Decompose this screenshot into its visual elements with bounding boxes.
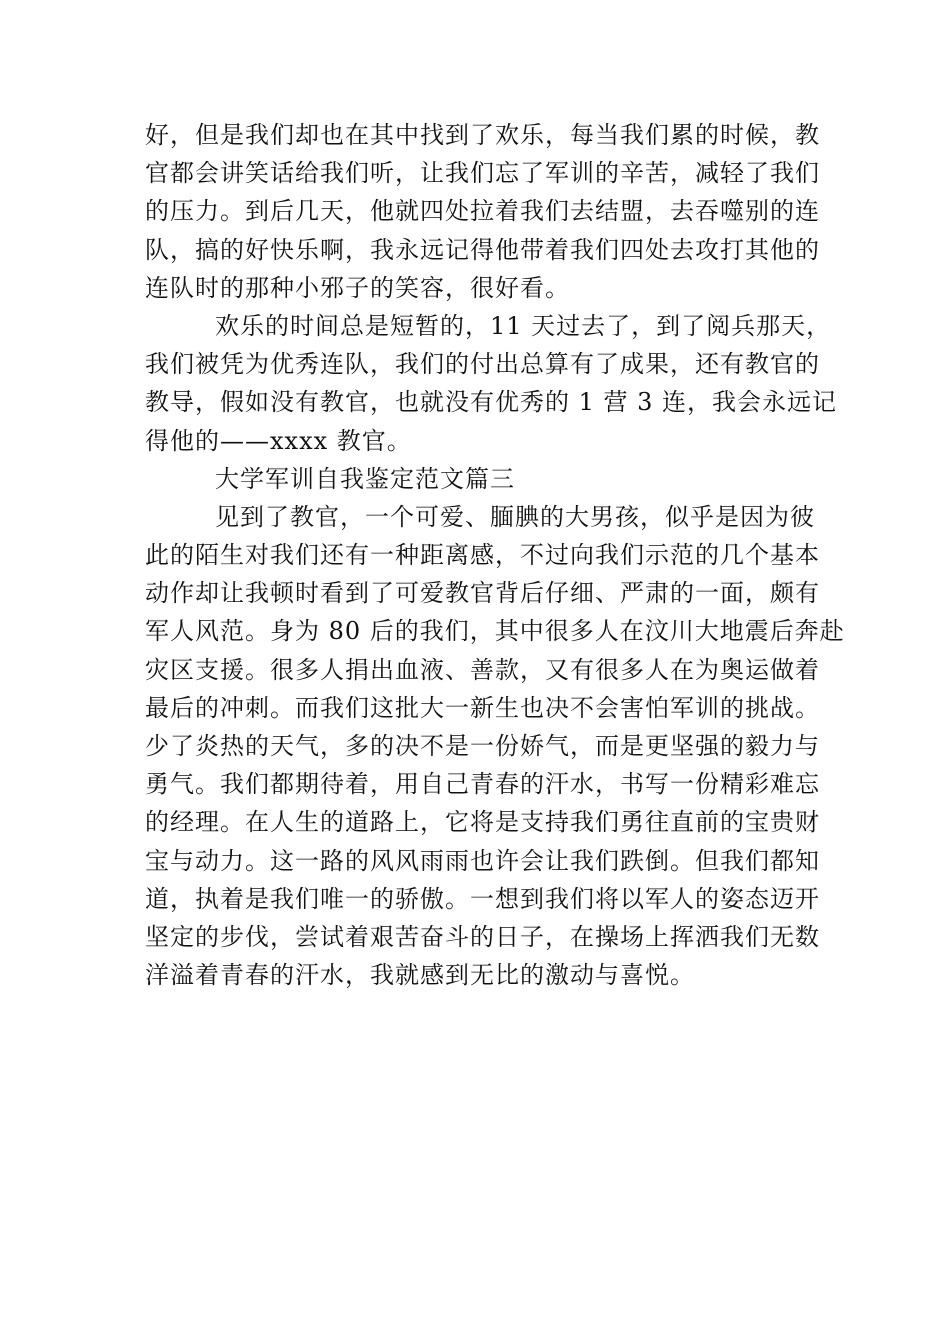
text-line: 最后的冲刺。而我们这批大一新生也决不会害怕军训的挑战。	[145, 693, 820, 722]
text-line: 连队时的那种小邪子的笑容，很好看。	[145, 273, 570, 302]
text-line: 坚定的步伐，尝试着艰苦奋斗的日子，在操场上挥洒我们无数	[145, 922, 820, 951]
text-line: 官都会讲笑话给我们听，让我们忘了军训的辛苦，减轻了我们	[145, 159, 820, 188]
text-line: 的压力。到后几天，他就四处拉着我们去结盟，去吞噬别的连	[145, 197, 820, 226]
text-line: 的经理。在人生的道路上，它将是支持我们勇往直前的宝贵财	[145, 808, 820, 837]
text-line: 灾区支援。很多人捐出血液、善款，又有很多人在为奥运做着	[145, 655, 820, 684]
text-line: 队，搞的好快乐啊，我永远记得他带着我们四处去攻打其他的	[145, 235, 820, 264]
text-line: 得他的——xxxx 教官。	[145, 426, 412, 455]
paragraph-first-line: 欢乐的时间总是短暂的，11 天过去了，到了阅兵那天，	[215, 311, 832, 340]
text-line: 好，但是我们却也在其中找到了欢乐，每当我们累的时候，教	[145, 121, 820, 149]
text-line: 少了炎热的天气，多的决不是一份娇气，而是更坚强的毅力与	[145, 732, 820, 760]
text-line: 洋溢着青春的汗水，我就感到无比的激动与喜悦。	[145, 961, 695, 990]
paragraph-first-line: 见到了教官，一个可爱、腼腆的大男孩，似乎是因为彼	[215, 502, 815, 531]
text-line: 军人风范。身为 80 后的我们，其中很多人在汶川大地震后奔赴	[145, 617, 845, 646]
document-body	[145, 116, 845, 994]
text-line: 动作却让我顿时看到了可爱教官背后仔细、严肃的一面，颇有	[145, 579, 820, 608]
text-line: 此的陌生对我们还有一种距离感，不过向我们示范的几个基本	[145, 541, 820, 570]
section-heading: 大学军训自我鉴定范文篇三	[215, 464, 515, 493]
text-line: 宝与动力。这一路的风风雨雨也许会让我们跌倒。但我们都知	[145, 846, 820, 875]
text-line: 教导，假如没有教官，也就没有优秀的 1 营 3 连，我会永远记	[145, 388, 838, 417]
text-line: 道，执着是我们唯一的骄傲。一想到我们将以军人的姿态迈开	[145, 884, 820, 913]
text-line: 我们被凭为优秀连队，我们的付出总算有了成果，还有教官的	[145, 350, 820, 379]
text-line: 勇气。我们都期待着，用自己青春的汗水，书写一份精彩难忘	[145, 770, 820, 799]
